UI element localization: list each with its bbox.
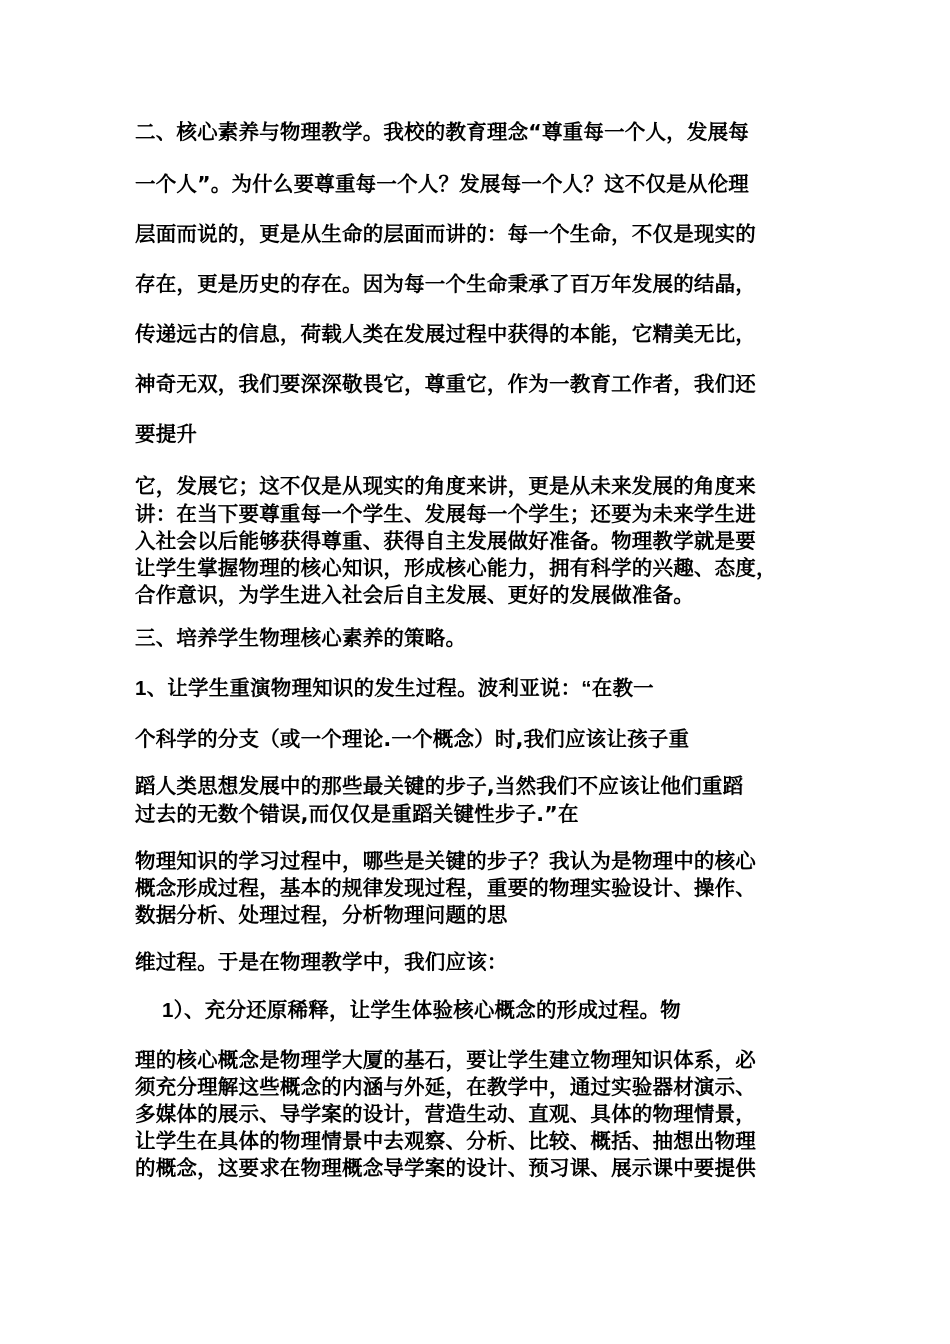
text-line: 个科学的分支（或一个理论.一个概念）时,我们应该让孩子重 [135, 727, 690, 751]
text-line: 须充分理解这些概念的内涵与外延，在教学中，通过实验器材演示、 [135, 1075, 756, 1099]
text-line: 理的核心概念是物理学大厦的基石，要让学生建立物理知识体系，必 [135, 1048, 756, 1072]
text-line: 过去的无数个错误,而仅仅是重蹈关键性步子.”在 [135, 802, 579, 826]
text-line: 物理知识的学习过程中，哪些是关键的步子？我认为是物理中的核心 [135, 849, 756, 873]
text-line: 概念形成过程，基本的规律发现过程，重要的物理实验设计、操作、 [135, 876, 756, 900]
text-line: 数据分析、处理过程，分析物理问题的思 [135, 903, 508, 927]
text-line: 二、核心素养与物理教学。我校的教育理念“尊重每一个人，发展每 [135, 120, 749, 144]
text-line: 它，发展它；这不仅是从现实的角度来讲，更是从未来发展的角度来 [135, 474, 756, 498]
text-line: 的概念，这要求在物理概念导学案的设计、预习课、展示课中要提供 [135, 1156, 756, 1180]
text-line: 要提升 [135, 422, 198, 446]
text-line: 合作意识，为学生进入社会后自主发展、更好的发展做准备。 [135, 583, 694, 607]
text-line: 蹈人类思想发展中的那些最关键的步子,当然我们不应该让他们重蹈 [135, 774, 744, 798]
section-heading: 三、培养学生物理核心素养的策略。 [135, 626, 467, 650]
text-line: 存在，更是历史的存在。因为每一个生命秉承了百万年发展的结晶， [135, 272, 756, 296]
text-line: 讲：在当下要尊重每一个学生、发展每一个学生；还要为未来学生进 [135, 502, 756, 526]
text-line: 1、让学生重演物理知识的发生过程。波利亚说：“在教一 [135, 677, 654, 700]
text-line: 层面而说的，更是从生命的层面而讲的：每一个生命，不仅是现实的 [135, 222, 756, 246]
text-line: 维过程。于是在物理教学中，我们应该： [135, 950, 508, 974]
text-line: 神奇无双，我们要深深敬畏它，尊重它，作为一教育工作者，我们还 [135, 372, 756, 396]
text-line: 多媒体的展示、导学案的设计，营造生动、直观、具体的物理情景， [135, 1102, 756, 1126]
text-line: 让学生在具体的物理情景中去观察、分析、比较、概括、抽想出物理 [135, 1129, 756, 1153]
text-line: 让学生掌握物理的核心知识，形成核心能力，拥有科学的兴趣、态度， [135, 556, 777, 580]
text-line: 传递远古的信息，荷载人类在发展过程中获得的本能，它精美无比， [135, 322, 756, 346]
text-line: 入社会以后能够获得尊重、获得自主发展做好准备。物理教学就是要 [135, 529, 756, 553]
subsection-heading: 1）、充分还原稀释，让学生体验核心概念的形成过程。物 [162, 999, 681, 1022]
text-line: 一个人”。为什么要尊重每一个人？发展每一个人？这不仅是从伦理 [135, 172, 749, 196]
